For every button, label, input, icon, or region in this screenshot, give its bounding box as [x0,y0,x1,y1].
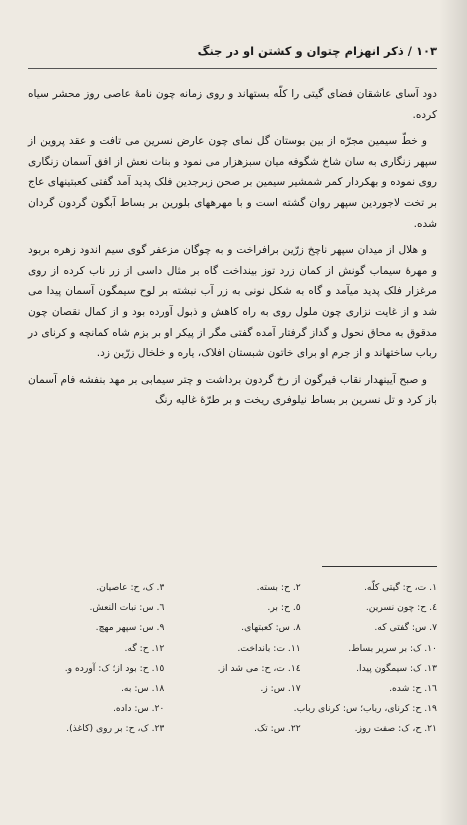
footnote: ١٤. ت، ح: می شد از. [217,662,301,674]
footnote: ١٨. س: به. [121,683,165,695]
footnote: ٨. س: کعبتهای. [241,622,301,634]
footnote: ٢. ح: بسته. [256,582,301,593]
paragraph: و صبح آیینهدار نقاب قیرگون از رخ گردون برداشت و چتر سیمابی بر مهد بنفشه فام آسمان باز کرد و تل نسرین بر بساط نیلوفری ریخت و بر طرّهٔ غالیه رنگ [28,373,437,407]
footnote: ٤. ح: چون نسرین. [365,602,437,614]
footnote: ١٣. ک: سیمگون پیدا. [356,662,437,674]
footnote: ٢١. ح، ک: صفت روز. [354,723,437,735]
footnote: ١. ت، ح: گیتی کلّه. [363,582,437,593]
footnote: ١٥. ح: بود از؛ ک: آورده و. [64,662,165,674]
paragraph: و خطّ سیمین مجرّه از بین بوستان گل نمای چون عارض نسرین می تافت و عقد پروین از سپهر زنگاری به سان شاخ شگوفه میان سبزهزار می نمود و بنات نعش از افق آسمان زنگاری روی نموده و بهکردار کمر شمشیر سیمین بر صحن زبرجدین فلک پدید آمد گفتی کعبتینهای عاج بر تخت لاجوردین سپهر روان گشته است و با مهرههای بلورین بر بساط آبگون گردون گردان شده. [28,135,437,230]
footnote: ٧. س: گفتی که. [374,622,437,634]
footnote: ٣. ک، ح: عاصیان. [96,582,165,593]
footnote: ٩. س: سپهر مهچ. [95,622,165,634]
footnote: ١٦. ح: شده. [389,683,437,695]
footnote-row [28,598,437,618]
footnote-row [28,699,437,719]
footnote: ٢٠. س: داده. [112,703,165,715]
footnote: ١٠. ک: بر سریر بساط. [348,642,437,654]
footnote: ٢٣. ک، ح: بر روی (کاغذ). [66,723,165,735]
footnote: ١٩. ح: کرنای، رباب؛ س: کرنای رباب. [293,703,437,715]
footnote: ١١. ت: بانداخت. [237,642,301,654]
paragraph: دود آسای عاشقان فضای گیتی را کلّه بستهاند و روی زمانه چون نامهٔ عاصی روز محشر سیاه کرده. [28,88,437,121]
footnotes [28,578,437,740]
footnote: ١٧. س: ز. [260,683,301,695]
footnote-row [28,719,437,739]
paragraph: و هلال از میدان سپهر ناچخ زرّین برافراخت و به چوگان مزعفر گوی سیم اندود زهره بربود و مهرهٔ سیماب گونش از کمان زرد توز بینداخت گاه بر مثال داسی از زر ناب کرده از روی مرغزار فلک پدید میآمد و گاه به شکل نونی به زر آب نبشته بر لوح سیمگون آسمان پیدا می شد و از غایت نزاری چون ملول روی به راه کاهش و ذبول آورده بود و از کمال نقصان چون مدقوق به محاق نحول و گداز گرفتار آمده گفتی مگر از پیکر او بر بزم شاه کمانچه و کرنای در رباب ساختهاند و از جرم او برای خاتون شبستان افلاک، یاره و خلخال زرّین زد. [28,244,437,360]
footnote: ٦. س: نبات النعش. [89,602,165,614]
footnote: ٢٢. س: تک. [254,723,301,735]
footnote-row [28,578,437,598]
footnote: ٥. ح: بر. [267,602,301,614]
footnote-row [28,639,437,659]
footnote-row [28,659,437,679]
footnote-rule [322,566,437,567]
running-header: ١٠٣ / ذکر انهزام چتوان و کشتن او در جنگ [197,44,437,58]
main-text [28,84,437,417]
header-rule [28,68,437,69]
footnote: ١٢. ح: گه. [124,642,165,654]
footnote-row [28,679,437,699]
footnote-row [28,618,437,638]
